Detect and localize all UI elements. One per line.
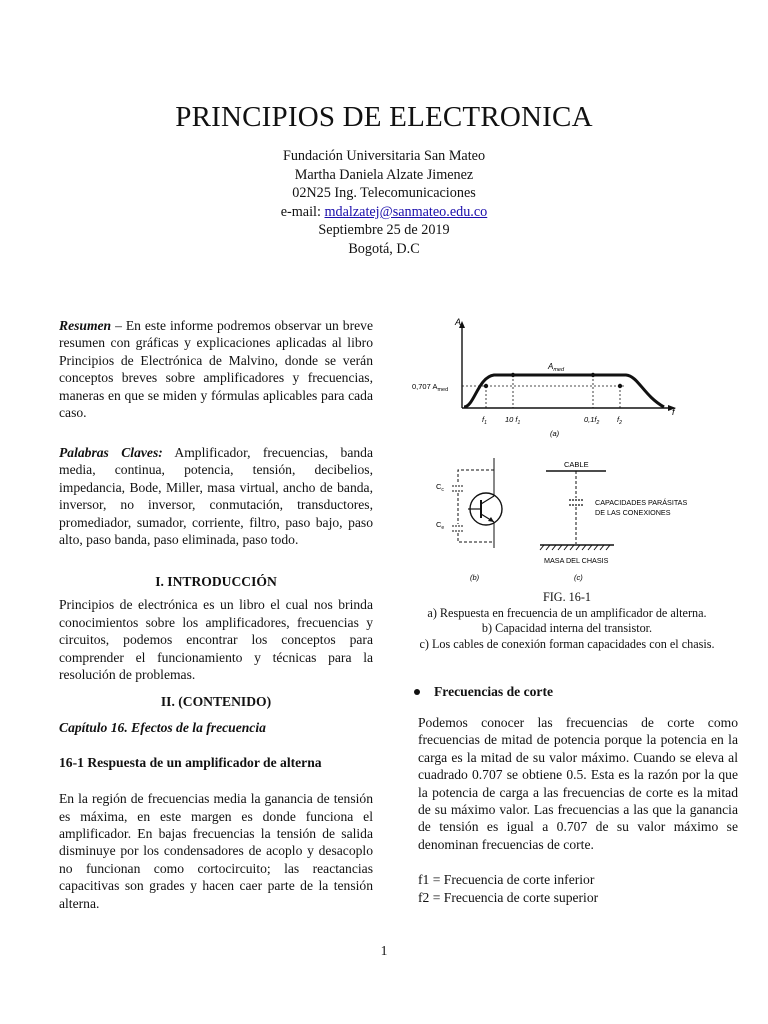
- cutoff-bullet: [414, 684, 553, 700]
- institution: Fundación Universitaria San Mateo: [282, 148, 486, 164]
- panel-a-label: (a): [550, 429, 560, 438]
- tick-10f1: 10 $f_1$: [505, 415, 521, 426]
- point-10f1: [511, 373, 515, 377]
- abstract-section: [59, 317, 373, 421]
- abstract-text: En este informe podremos observar un breve resumen con gráficas y explicaciones aplicadas al libro Principios de Electrónica de Malvino, donde se verán conceptos breves sobre amplificadores y frecuencias, maneras en que se miden y fórmulas aplicables para cada caso.: [59, 318, 373, 421]
- email-label: e-mail:: [280, 203, 325, 220]
- y-axis-label: A: [455, 317, 462, 327]
- caption-a: a) Respuesta en frecuencia de un amplificador de alterna.: [427, 605, 707, 620]
- date: Septiembre 25 de 2019: [318, 222, 450, 239]
- author-block: [0, 147, 768, 259]
- tick-f2: $f_2$: [617, 415, 622, 426]
- ce-dashed-wire: [458, 533, 494, 542]
- keywords-paragraph: [59, 444, 373, 548]
- email-line: [0, 203, 768, 222]
- abstract-dash: –: [111, 318, 126, 333]
- figure-graphic: [398, 312, 738, 587]
- point-f1: [484, 384, 488, 388]
- caption-b: b) Capacidad interna del transistor.: [481, 621, 653, 636]
- caption-c: c) Los cables de conexión forman capacidades con el chasis.: [419, 636, 715, 651]
- page-number: 1: [380, 943, 388, 958]
- transistor-collector: [481, 496, 494, 504]
- amed-label: $A_{med}$: [548, 362, 565, 373]
- panel-b-label: (b): [470, 573, 480, 582]
- subsection-text: En la región de frecuencias media la ganancia de tensión es máxima, en este margen es donde funciona el amplificador. En bajas frecuencias la tensión de salida disminuye por los condensadores de acoplo y desacoplo no funcionan como cortocircuito; las reactancias capacitivas son grades y hacen caer parte de la tensión alterna.: [59, 791, 373, 911]
- chapter-title: Capítulo 16. Efectos de la frecuencia: [59, 720, 266, 736]
- cc-dashed-wire: [458, 470, 494, 484]
- cable-label: CABLE: [564, 460, 589, 469]
- email-link[interactable]: mdalzatej@sanmateo.edu.co: [324, 203, 488, 220]
- city: Bogotá, D.C: [348, 240, 420, 257]
- keywords-label: Palabras Claves:: [59, 445, 163, 460]
- intro-section: [59, 573, 373, 683]
- bullet-icon: [414, 689, 420, 695]
- abstract-label: Resumen: [59, 318, 112, 333]
- intro-heading: I. INTRODUCCIÓN: [155, 574, 277, 589]
- keywords-section: [59, 444, 373, 548]
- f1-definition: f1 = Frecuencia de corte inferior: [418, 872, 595, 888]
- cutoff-section: [418, 714, 738, 906]
- point-f2: [618, 384, 622, 388]
- cutoff-text: Podemos conocer las frecuencias de corte como frecuencias de mitad de potencia porque la potencia en la carga es la mitad de su valor máximo. Cuando se eleva al cuadrado 0.707 se obtiene 0.5. Esta es la razón por la que la potencia de carga a las frecuencias de corte es la mitad de su máximo valor. Las frecuencias a las que la ganancia de tensión es igual a 0.707 de su valor máximo se denominan frecuencias de corte.: [418, 715, 738, 852]
- figure-16-1: [398, 312, 738, 592]
- transistor-diagram: [436, 458, 502, 582]
- cable-diagram: [540, 460, 687, 582]
- content-section: [59, 693, 373, 912]
- figure-caption: [392, 590, 742, 652]
- frequency-response-plot: [412, 317, 676, 438]
- subsection-heading: 16-1 Respuesta de un amplificador de alterna: [59, 754, 322, 770]
- tick-01f2: $0,1f_2$: [584, 415, 600, 426]
- parasitic-label-1: CAPACIDADES PARÁSITAS: [595, 498, 688, 507]
- chassis-label: MASA DEL CHASIS: [544, 556, 609, 565]
- f2-definition: f2 = Frecuencia de corte superior: [418, 889, 599, 905]
- cutoff-heading: Frecuencias de corte: [434, 684, 554, 699]
- author-name: Martha Daniela Alzate Jimenez: [294, 166, 474, 183]
- program: 02N25 Ing. Telecomunicaciones: [292, 185, 476, 202]
- caption-title: FIG. 16-1: [542, 590, 592, 604]
- panel-c-label: (c): [574, 573, 583, 582]
- page-title: PRINCIPIOS DE ELECTRONICA: [175, 101, 593, 133]
- cap-ce-label: $C_e$: [436, 520, 445, 531]
- point-01f2: [591, 373, 595, 377]
- keywords-text: Amplificador, frecuencias, banda media, continua, potencia, tensión, decibelios, impedancia, Bode, Miller, masa virtual, ancho de banda, inversor, no inversor, conmutación, transductores, promediador, sumador, corriente, filtro, paso bajo, paso alto, paso banda, paso eliminada, paso todo.: [59, 445, 373, 548]
- parasitic-label-2: DE LAS CONEXIONES: [595, 508, 671, 517]
- tick-f1: $f_1$: [482, 415, 487, 426]
- cap-cc-label: $C_c$: [436, 482, 444, 493]
- x-axis-label: f: [672, 407, 675, 417]
- content-heading: II. (CONTENIDO): [160, 694, 272, 709]
- abstract-paragraph: [59, 317, 373, 421]
- intro-text: Principios de electrónica es un libro el cual nos brinda conocimientos sobre los amplificadores, frecuencias y circuitos, podemos encontrar los conceptos para comprender el funcionamiento y técnicas para la resolución de problemas.: [59, 597, 373, 683]
- level-label: 0,707 $A_{med}$: [412, 382, 449, 393]
- response-curve: [464, 375, 664, 407]
